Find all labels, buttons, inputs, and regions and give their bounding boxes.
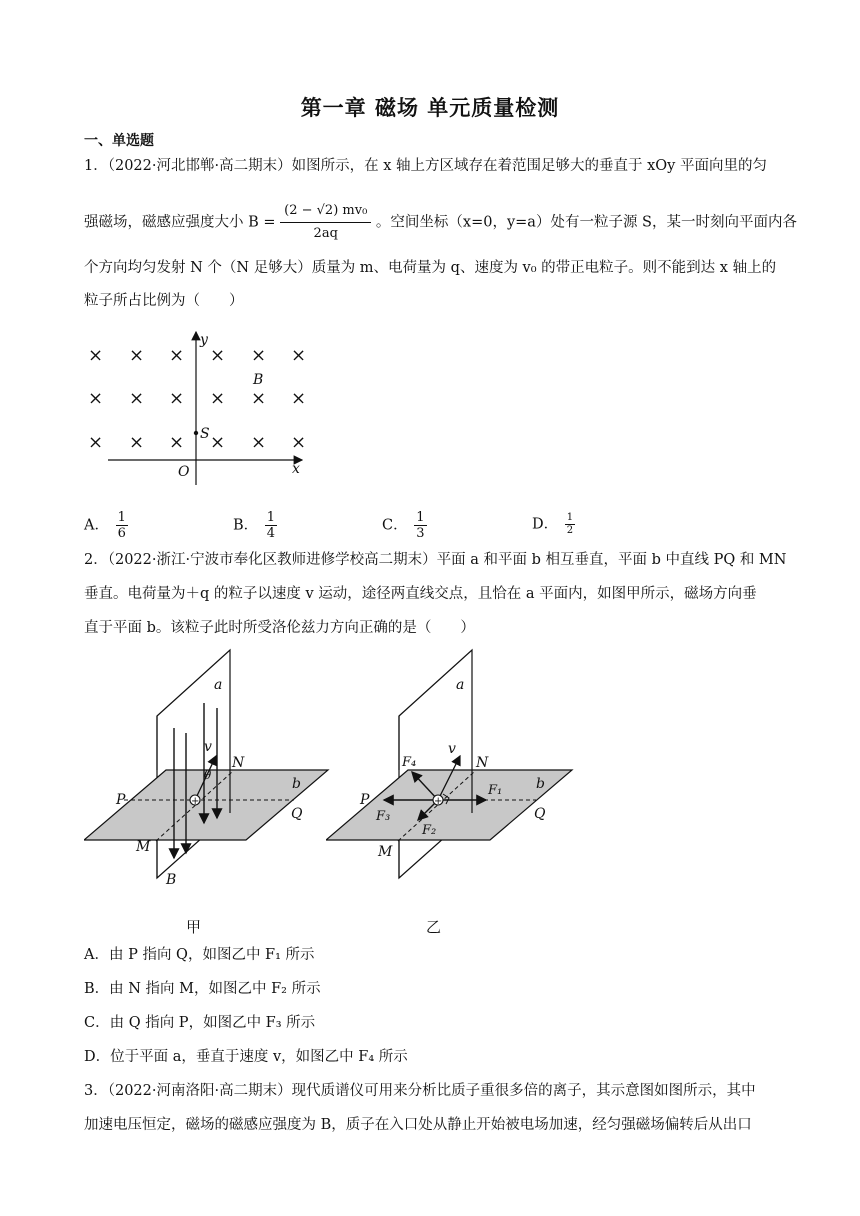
label-q: Q — [291, 806, 303, 822]
label-b-field: B — [166, 872, 177, 888]
q2-text-line-3: 直于平面 b。该粒子此时所受洛伦兹力方向正确的是（ ） — [84, 620, 475, 636]
label-q: Q — [534, 806, 546, 822]
cross-mark: × — [210, 432, 226, 453]
fraction-denominator: 2 — [566, 525, 574, 536]
cross-mark: × — [88, 432, 104, 453]
label-b: b — [536, 776, 545, 792]
q1-text-line-2 — [84, 202, 797, 243]
q1-line2-post: 。空间坐标（x=0，y=a）处有一粒子源 S，某一时刻向平面内各 — [375, 214, 797, 231]
q1-figure — [80, 330, 320, 490]
option-fraction — [414, 510, 426, 541]
cross-mark: × — [129, 388, 145, 409]
section-heading: 一、单选题 — [84, 133, 154, 149]
fraction-denominator: 3 — [416, 526, 425, 541]
cross-mark: × — [251, 345, 267, 366]
label-v: v — [204, 739, 212, 755]
q1-line2-pre: 强磁场，磁感应强度大小 B = — [84, 214, 276, 231]
option-fraction — [265, 510, 277, 541]
q1-origin-label: O — [178, 464, 190, 480]
cross-mark: × — [291, 432, 307, 453]
charge-plus: + — [191, 796, 200, 807]
cross-mark: × — [88, 345, 104, 366]
label-f2: F₂ — [422, 823, 437, 838]
cross-mark: × — [169, 388, 185, 409]
page-title: 第一章 磁场 单元质量检测 — [300, 96, 560, 120]
q1-source-point — [194, 431, 198, 435]
fraction-numerator: 1 — [117, 510, 126, 525]
option-letter: B． — [233, 517, 259, 534]
q1-formula — [280, 202, 371, 243]
figure-caption-jia: 甲 — [186, 918, 202, 936]
q2-option-d: D．位于平面 a，垂直于速度 v，如图乙中 F₄ 所示 — [84, 1049, 408, 1065]
q2-text-line-1: 2．（2022·浙江·宁波市奉化区教师进修学校高二期末）平面 a 和平面 b 相互垂直，平面 b 中直线 PQ 和 MN — [84, 552, 787, 568]
option-letter: A． — [84, 517, 109, 534]
label-v: v — [448, 741, 456, 757]
label-f4: F₄ — [402, 755, 417, 770]
fraction-denominator: 4 — [266, 526, 276, 541]
q1-formula-numerator: (2 − √2) mv₀ — [280, 202, 371, 223]
label-m: M — [136, 839, 151, 855]
label-f3: F₃ — [376, 809, 391, 824]
fraction-numerator: 1 — [566, 512, 574, 523]
label-f1: F₁ — [488, 783, 503, 798]
label-m: M — [378, 844, 393, 860]
cross-mark: × — [169, 432, 185, 453]
q1-option-c — [382, 510, 429, 541]
q2-option-c: C．由 Q 指向 P，如图乙中 F₃ 所示 — [84, 1015, 316, 1031]
option-fraction — [565, 512, 575, 537]
q1-option-d — [532, 512, 577, 537]
cross-mark: × — [251, 432, 267, 453]
q2-text-line-2: 垂直。电荷量为＋q 的粒子以速度 v 运动，途径两直线交点，且恰在 a 平面内，如图甲所示，磁场方向垂 — [84, 586, 757, 602]
fraction-numerator: 1 — [266, 510, 276, 525]
label-n: N — [476, 755, 489, 771]
q2-figure-jia — [84, 648, 332, 938]
option-letter: D． — [532, 516, 559, 533]
q1-option-b — [233, 510, 279, 541]
q1-option-a — [84, 510, 130, 541]
q1-text-line-3: 个方向均匀发射 N 个（N 足够大）质量为 m、电荷量为 q、速度为 v₀ 的带正电粒子。则不能到达 x 轴上的 — [84, 260, 777, 276]
cross-mark: × — [291, 345, 307, 366]
q2-figure-yi — [326, 648, 578, 938]
cross-mark: × — [210, 388, 226, 409]
cross-mark: × — [251, 388, 267, 409]
option-letter: C． — [382, 517, 408, 534]
cross-mark: × — [88, 388, 104, 409]
label-b: b — [292, 776, 301, 792]
q1-formula-denominator: 2aq — [313, 226, 338, 241]
q1-field-crosses — [88, 345, 306, 453]
label-n: N — [232, 755, 245, 771]
q1-field-label: B — [253, 372, 264, 388]
label-p: P — [116, 792, 126, 808]
q1-text-line-4: 粒子所占比例为（ ） — [84, 293, 244, 309]
cross-mark: × — [129, 345, 145, 366]
q2-option-a: A．由 P 指向 Q，如图乙中 F₁ 所示 — [84, 947, 315, 963]
label-p: P — [360, 792, 370, 808]
cross-mark: × — [210, 345, 226, 366]
cross-mark: × — [129, 432, 145, 453]
q3-text-line-1: 3．（2022·河南洛阳·高二期末）现代质谱仪可用来分析比质子重很多倍的离子，其示意图如图所示，其中 — [84, 1083, 756, 1099]
label-a: a — [214, 677, 223, 693]
charge-plus: + — [434, 796, 443, 807]
label-a: a — [456, 677, 465, 693]
q1-text-line-1: 1．（2022·河北邯郸·高二期末）如图所示，在 x 轴上方区域存在着范围足够大的垂直于 xOy 平面向里的匀 — [84, 158, 767, 174]
q3-text-line-2: 加速电压恒定，磁场的磁感应强度为 B，质子在入口处从静止开始被电场加速，经匀强磁场偏转后从出口 — [84, 1117, 752, 1133]
fraction-numerator: 1 — [416, 510, 425, 525]
fraction-denominator: 6 — [117, 526, 126, 541]
cross-mark: × — [169, 345, 185, 366]
figure-caption-yi: 乙 — [426, 918, 442, 936]
option-fraction — [116, 510, 128, 541]
q1-source-label: S — [200, 426, 210, 442]
q1-y-label: y — [200, 332, 208, 348]
label-theta: θ — [204, 768, 212, 782]
q2-option-b: B．由 N 指向 M，如图乙中 F₂ 所示 — [84, 981, 321, 997]
cross-mark: × — [291, 388, 307, 409]
q1-x-label: x — [292, 461, 300, 477]
